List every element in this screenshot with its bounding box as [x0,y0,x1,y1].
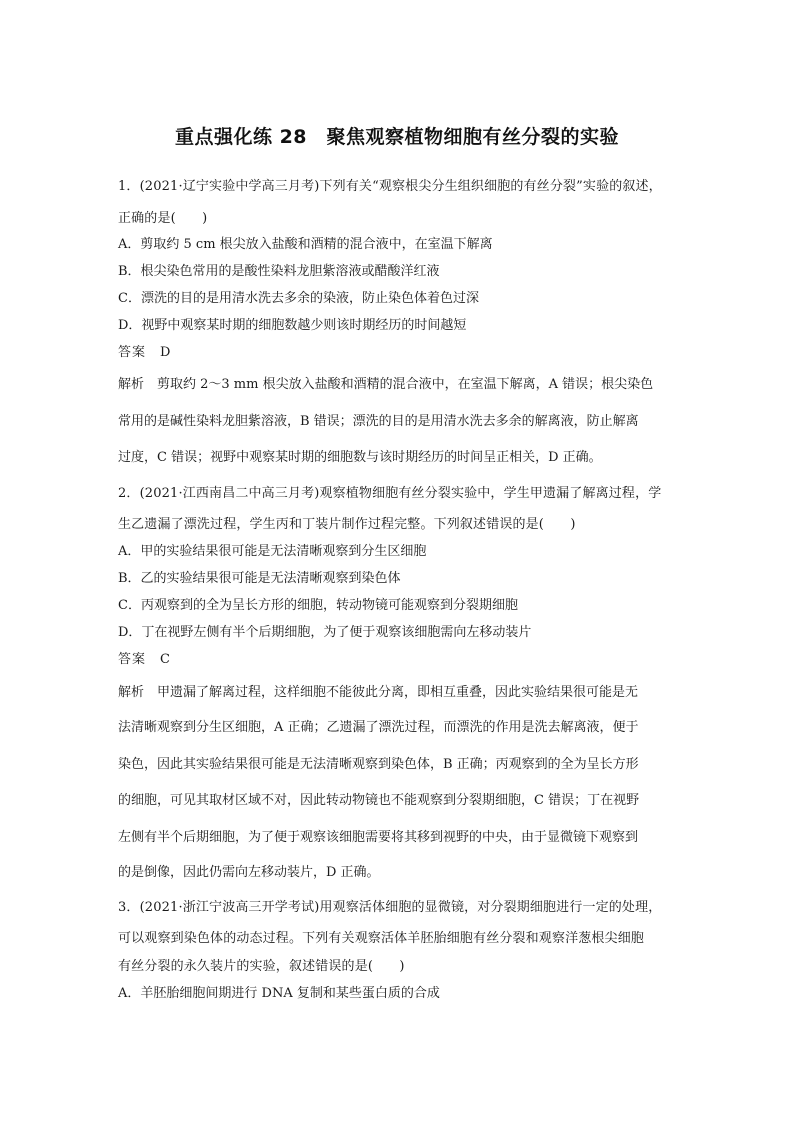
page-title: 重点强化练 28 聚焦观察植物细胞有丝分裂的实验 [174,126,620,148]
question-2-analysis-line-2: 法清晰观察到分生区细胞，A 正确；乙遗漏了漂洗过程，而漂洗的作用是洗去解离液，便于 [118,720,639,735]
question-1-answer: 答案 D [118,345,172,360]
question-1-option-a: A．剪取约 5 cm 根尖放入盐酸和酒精的混合液中，在室温下解离 [118,237,493,252]
question-2-analysis-line-4: 的细胞，可见其取材区域不对，因此转动物镜也不能观察到分裂期细胞，C 错误；丁在视野 [118,793,640,808]
question-2-analysis-line-1: 解析 甲遗漏了解离过程，这样细胞不能彼此分离，即相互重叠，因此实验结果很可能是无 [118,685,639,700]
question-2-stem-line-2: 生乙遗漏了漂洗过程，学生丙和丁装片制作过程完整。下列叙述错误的是( ) [118,517,576,532]
question-2-analysis-line-5: 左侧有半个后期细胞，为了便于观察该细胞需要将其移到视野的中央，由于显微镜下观察到 [118,830,639,845]
question-1-option-c: C．漂洗的目的是用清水洗去多余的染液，防止染色体着色过深 [118,291,479,306]
question-1-stem-line-2: 正确的是( ) [118,211,208,226]
question-1-analysis-line-1: 解析 剪取约 2～3 mm 根尖放入盐酸和酒精的混合液中，在室温下解离，A 错误；根尖染色 [118,377,654,392]
question-3-stem-line-1: 3．(2021·浙江宁波高三开学考试)用观察活体细胞的显微镜，对分裂期细胞进行一定的处理， [118,900,662,915]
question-1-analysis-line-2: 常用的是碱性染料龙胆紫溶液，B 错误；漂洗的目的是用清水洗去多余的解离液，防止解离 [118,414,639,429]
question-1-stem-line-1: 1．(2021·辽宁实验中学高三月考)下列有关“观察根尖分生组织细胞的有丝分裂”实验的叙述， [118,179,662,194]
question-3-option-a: A．羊胚胎细胞间期进行 DNA 复制和某些蛋白质的合成 [118,986,440,1001]
question-2-option-c: C．丙观察到的全为呈长方形的细胞，转动物镜可能观察到分裂期细胞 [118,598,518,613]
question-3-stem-line-3: 有丝分裂的永久装片的实验，叙述错误的是( ) [118,959,405,974]
question-2-analysis-line-6: 的是倒像，因此仍需向左移动装片，D 正确。 [118,865,380,880]
question-2-option-a: A．甲的实验结果很可能是无法清晰观察到分生区细胞 [118,544,427,559]
question-2-stem-line-1: 2．(2021·江西南昌二中高三月考)观察植物细胞有丝分裂实验中，学生甲遗漏了解离过程，学 [118,486,662,501]
question-3-stem-line-2: 可以观察到染色体的动态过程。下列有关观察活体羊胚胎细胞有丝分裂和观察洋葱根尖细胞 [118,931,645,946]
question-2-answer: 答案 C [118,652,171,667]
question-1-analysis-line-3: 过度，C 错误；视野中观察某时期的细胞数与该时期经历的时间呈正相关，D 正确。 [118,450,602,465]
question-1-option-d: D．视野中观察某时期的细胞数越少则该时期经历的时间越短 [118,318,467,333]
question-2-option-d: D．丁在视野左侧有半个后期细胞，为了便于观察该细胞需向左移动装片 [118,625,532,640]
question-2-option-b: B．乙的实验结果很可能是无法清晰观察到染色体 [118,571,401,586]
question-1-option-b: B．根尖染色常用的是酸性染料龙胆紫溶液或醋酸洋红液 [118,264,440,279]
question-2-analysis-line-3: 染色，因此其实验结果很可能是无法清晰观察到染色体，B 正确；丙观察到的全为呈长方形 [118,757,639,772]
